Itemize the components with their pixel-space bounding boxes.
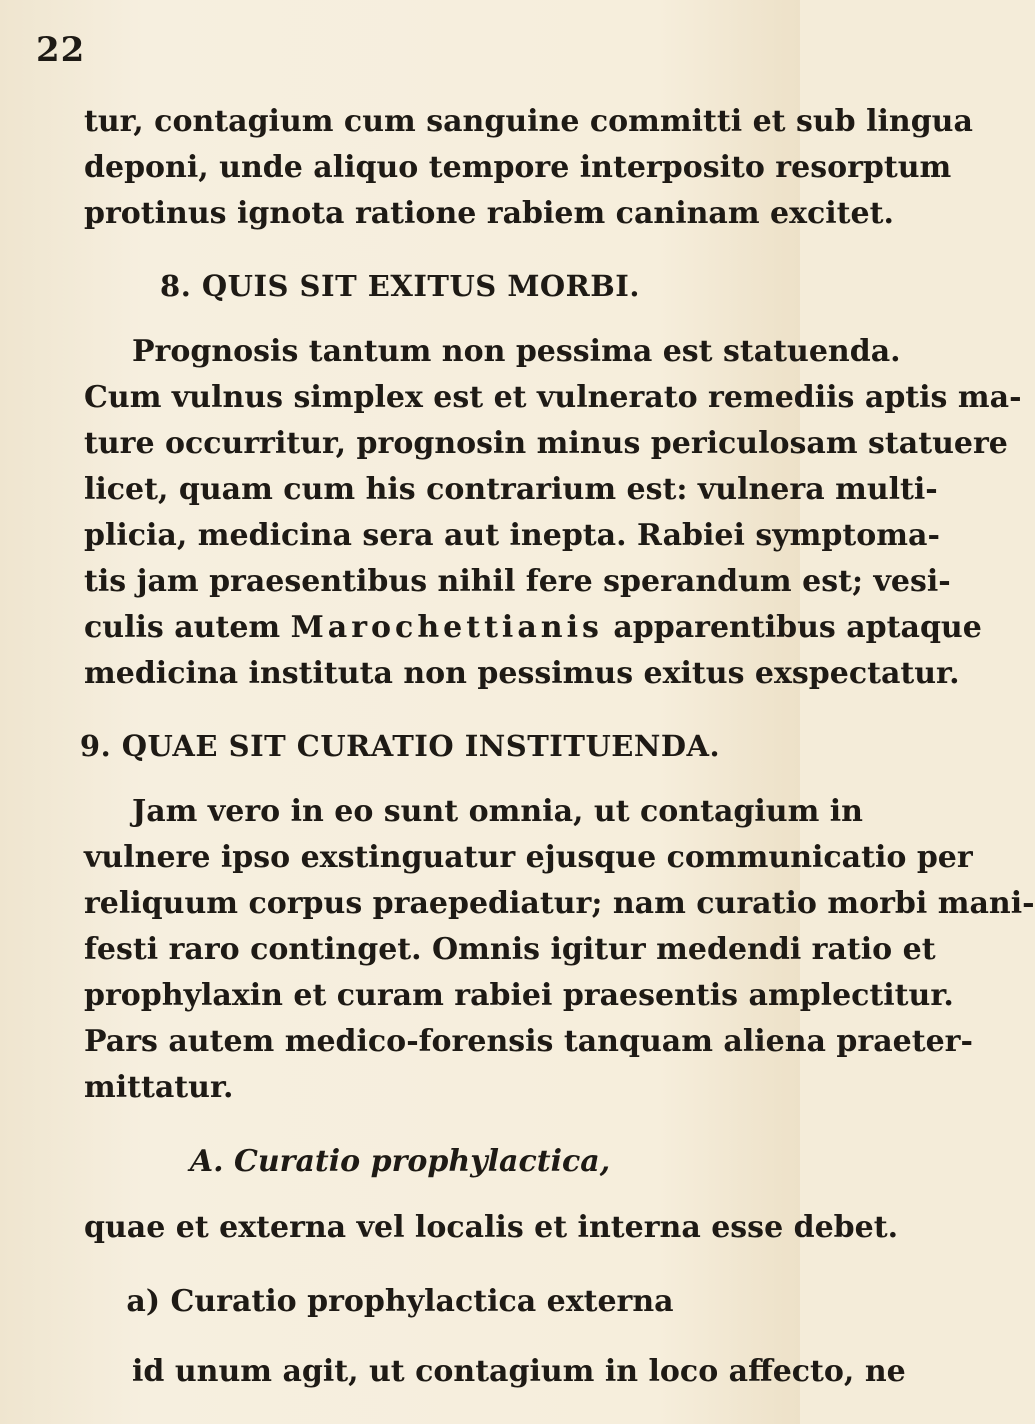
text-fragment: culis autem: [84, 610, 291, 645]
section-heading-8: 8. QUIS SIT EXITUS MORBI.: [160, 269, 640, 303]
text-line: [84, 610, 982, 646]
text-line: licet, quam cum his contrarium est: vulnera multi-: [84, 472, 938, 507]
text-line: medicina instituta non pessimus exitus exspectatur.: [84, 656, 960, 691]
text-line: prophylaxin et curam rabiei praesentis amplectitur.: [84, 978, 954, 1013]
text-line: festi raro continget. Omnis igitur medendi ratio et: [84, 932, 936, 967]
text-line: protinus ignota ratione rabiem caninam excitet.: [84, 196, 894, 231]
text-line: vulnere ipso exstinguatur ejusque communicatio per: [84, 840, 973, 875]
text-line: Cum vulnus simplex est et vulnerato remediis aptis ma-: [84, 380, 1022, 415]
text-line: ture occurritur, prognosin minus periculosam statuere: [84, 426, 1008, 461]
text-line: Prognosis tantum non pessima est statuenda.: [132, 334, 901, 369]
section-heading-9: 9. QUAE SIT CURATIO INSTITUENDA.: [79, 729, 721, 763]
text-line: tur, contagium cum sanguine committi et sub lingua: [84, 104, 973, 139]
text-line: deponi, unde aliquo tempore interposito resorptum: [84, 150, 952, 185]
text-line: Pars autem medico-forensis tanquam aliena praeter-: [84, 1024, 973, 1059]
text-fragment: apparentibus aptaque: [602, 610, 982, 645]
text-line: reliquum corpus praepediatur; nam curatio morbi mani-: [84, 886, 1035, 921]
page-number: 22: [36, 30, 86, 70]
spaced-name: Marochettianis: [290, 610, 603, 645]
text-line: id unum agit, ut contagium in loco affecto, ne: [132, 1354, 906, 1389]
text-line: tis jam praesentibus nihil fere sperandum est; vesi-: [84, 564, 951, 599]
text-line: mittatur.: [84, 1070, 234, 1105]
subsection-heading-a-lower: a) Curatio prophylactica externa: [126, 1284, 674, 1319]
subsection-heading-a-upper: A. Curatio prophylactica,: [189, 1144, 611, 1179]
text-line: Jam vero in eo sunt omnia, ut contagium in: [132, 794, 863, 829]
text-line: quae et externa vel localis et interna esse debet.: [84, 1210, 899, 1245]
text-line: plicia, medicina sera aut inepta. Rabiei symptoma-: [84, 518, 940, 553]
